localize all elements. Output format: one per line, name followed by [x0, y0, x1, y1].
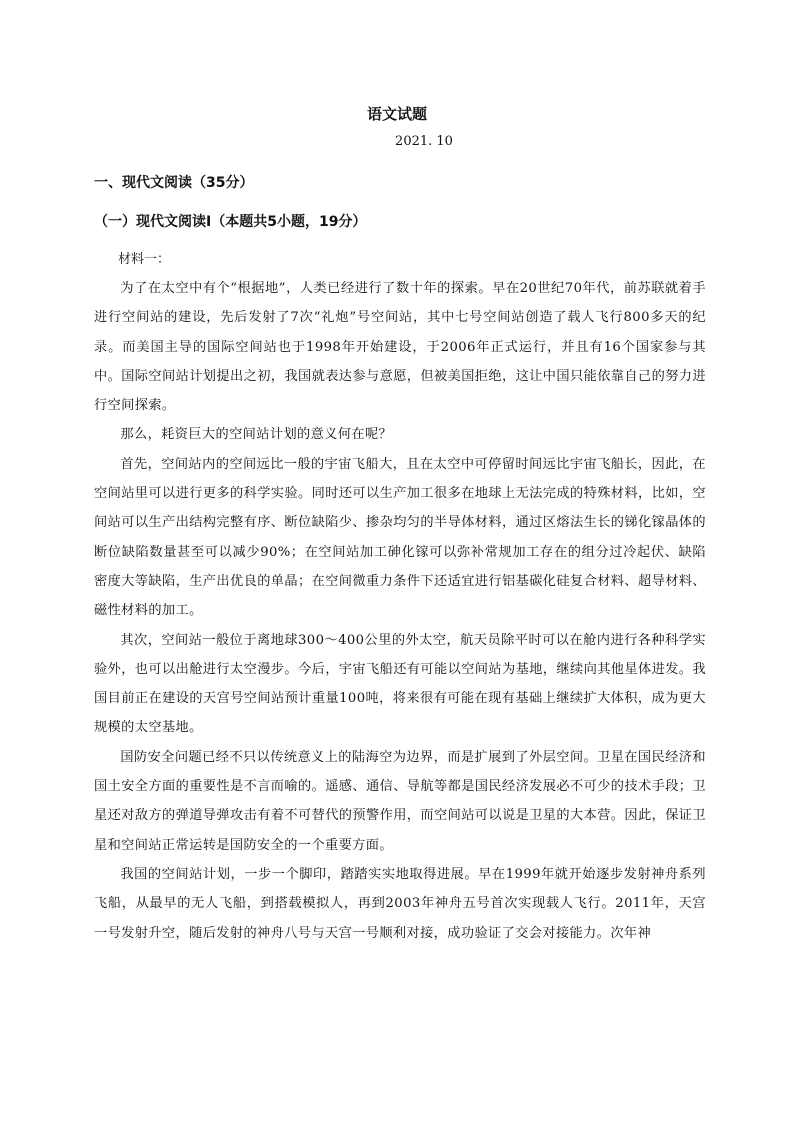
passage-body	[94, 274, 706, 948]
paragraph: 首先，空间站内的空间远比一般的宇宙飞船大，且在太空中可停留时间远比宇宙飞船长，因此，在空间站里可以进行更多的科学实验。同时还可以生产加工很多在地球上无法完成的特殊材料，比如，空间站可以生产出结构完整有序、断位缺陷少、掺杂均匀的半导体材料，通过区熔法生长的锑化镓晶体的断位缺陷数量甚至可以减少90%；在空间站加工砷化镓可以弥补常规加工存在的组分过冷起伏、缺陷密度大等缺陷，生产出优良的单晶；在空间微重力条件下还适宜进行铝基碳化硅复合材料、超导材料、磁性材料的加工。	[94, 456, 706, 619]
material-label: 材料一：	[118, 252, 171, 267]
paragraph: 为了在太空中有个“根据地”，人类已经进行了数十年的探索。早在20世纪70年代，前苏联就着手进行空间站的建设，先后发射了7次“礼炮”号空间站，其中七号空间站创造了载人飞行800多天的纪录。而美国主导的国际空间站也于1998年开始建设，于2006年正式运行，并且有16个国家参与其中。国际空间站计划提出之初，我国就表达参与意愿，但被美国拒绝，这让中国只能依靠自己的努力进行空间探索。	[94, 281, 706, 414]
paragraph: 其次，空间站一般位于离地球300～400公里的外太空，航天员除平时可以在舱内进行各种科学实验外，也可以出舱进行太空漫步。今后，宇宙飞船还有可能以空间站为基地，继续向其他星体进发。我国目前正在建设的天宫号空间站预计重量100吨，将来很有可能在现有基础上继续扩大体积，成为更大规模的太空基地。	[94, 632, 706, 736]
document-date: 2021. 10	[395, 134, 453, 149]
paragraph: 那么，耗资巨大的空间站计划的意义何在呢？	[120, 427, 393, 443]
paragraph: 我国的空间站计划，一步一个脚印，踏踏实实地取得进展。早在1999年就开始逐步发射神舟系列飞船，从最早的无人飞船，到搭载模拟人，再到2003年神舟五号首次实现载人飞行。2011年，天宫一号发射升空，随后发射的神舟八号与天宫一号顺利对接，成功验证了交会对接能力。次年神	[94, 866, 706, 941]
paragraph: 国防安全问题已经不只以传统意义上的陆海空为边界，而是扩展到了外层空间。卫星在国民经济和国土安全方面的重要性是不言而喻的。遥感、通信、导航等都是国民经济发展必不可少的技术手段；卫星还对敌方的弹道导弹攻击有着不可替代的预警作用，而空间站可以说是卫星的大本营。因此，保证卫星和空间站正常运转是国防安全的一个重要方面。	[94, 749, 706, 853]
subsection-heading: （一）现代文阅读Ⅰ（本题共5小题，19分）	[94, 214, 367, 230]
section-heading: 一、现代文阅读（35分）	[94, 175, 254, 191]
document-title: 语文试题	[366, 105, 427, 123]
